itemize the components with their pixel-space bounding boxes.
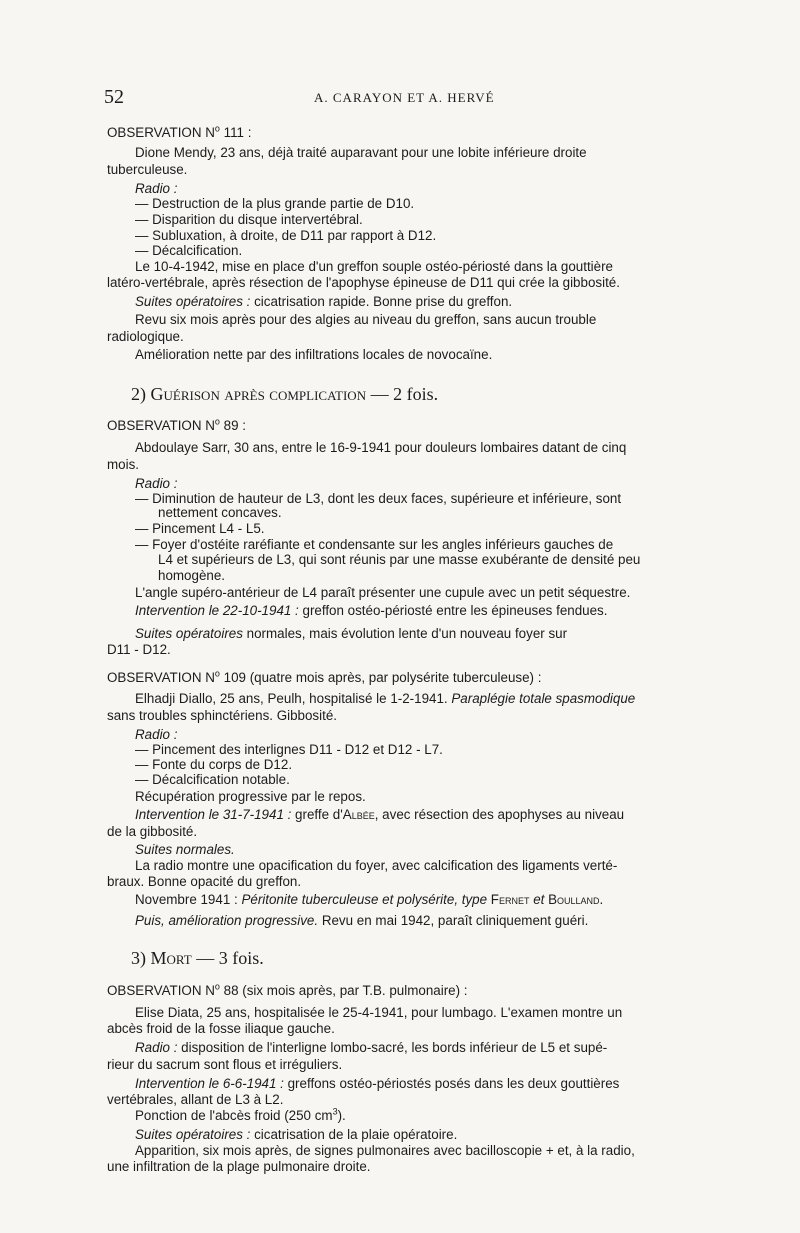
obs88-title: OBSERVATION $N^o$ 88 (six mois après, par T.B. pulmonaire) : [107,981,468,998]
obs88-line: abcès froid de la fosse iliaque gauche. [107,1021,335,1036]
obs109-line: sans troubles sphinctériens. Gibbosité. [107,708,337,723]
obs111-bullet: — Destruction de la plus grande partie de D10. [135,196,415,211]
obs89-bullet: — Diminution de hauteur de L3, dont les deux faces, supérieure et inférieure, sont [135,491,622,506]
obs109-november: Novembre 1941 : Péritonite tuberculeuse et polysérite, type Fernet et Boulland. [135,892,604,907]
obs109-outcome: Puis, amélioration progressive. Revu en mai 1942, paraît cliniquement guéri. [135,913,589,928]
obs88-intervention: Intervention le 6-6-1941 : greffons ostéo-périostés posés dans les deux gouttières [135,1076,620,1091]
obs111-suites: Suites opératoires : cicatrisation rapide. Bonne prise du greffon. [135,294,513,309]
obs111-paragraph: Revu six mois après pour des algies au niveau du greffon, sans aucun trouble [135,312,597,327]
obs89-title: OBSERVATION $N^o$ 89 : [107,416,246,433]
obs88-intervention: vertébrales, allant de L3 à L2. [107,1092,284,1107]
obs89-paragraph: L'angle supéro-antérieur de L4 paraît présenter une cupule avec un petit séquestre. [135,585,631,600]
obs89-suites: Suites opératoires normales, mais évolution lente d'un nouveau foyer sur [135,626,568,641]
obs111-radio-label: Radio : [135,181,178,196]
obs89-line: Abdoulaye Sarr, 30 ans, entre le 16-9-1941 pour douleurs lombaires datant de cinq [135,440,627,455]
obs109-intervention: de la gibbosité. [107,824,198,839]
obs89-radio-label: Radio : [135,476,178,491]
obs109-line: Elhadji Diallo, 25 ans, Peulh, hospitalisé le 1-2-1941. Paraplégie totale spasmodique [135,691,636,706]
obs111-bullet: — Subluxation, à droite, de D11 par rapport à D12. [135,228,437,243]
obs111-line: tuberculeuse. [107,162,188,177]
obs88-suites: Suites opératoires : cicatrisation de la plaie opératoire. [135,1127,458,1142]
running-title: A. CARAYON ET A. HERVÉ [314,90,495,105]
obs89-bullet: — Pincement L4 - L5. [135,521,265,536]
obs88-paragraph: une infiltration de la plage pulmonaire droite. [107,1159,371,1174]
obs111-title: OBSERVATION $N^o$ 111 : [107,123,252,140]
obs89-bullet: homogène. [158,568,226,583]
obs111-bullet: — Disparition du disque intervertébral. [135,212,363,227]
obs89-intervention: Intervention le 22-10-1941 : greffon ostéo-périosté entre les épineuses fendues. [135,603,608,618]
obs88-line: Elise Diata, 25 ans, hospitalisée le 25-4-1941, pour lumbago. L'examen montre un [135,1005,623,1020]
page-number: 52 [104,86,124,108]
obs89-bullet: — Foyer d'ostéite raréfiante et condensante sur les angles inférieurs gauches de [135,537,614,552]
obs109-title: OBSERVATION $N^o$ 109 (quatre mois après, par polysérite tuberculeuse) : [107,668,542,685]
obs89-bullet: nettement concaves. [158,505,282,520]
obs88-radio: Radio : disposition de l'interligne lombo-sacré, les bords inférieur de L5 et supé- [135,1040,608,1055]
obs109-paragraph: Récupération progressive par le repos. [135,789,366,804]
obs109-bullet: — Décalcification notable. [135,772,290,787]
obs111-paragraph: Le 10-4-1942, mise en place d'un greffon souple ostéo-périosté dans la gouttière [135,259,613,274]
obs88-radio: rieur du sacrum sont flous et irréguliers. [107,1057,343,1072]
obs109-radio-label: Radio : [135,727,178,742]
obs89-bullet: L4 et supérieurs de L3, qui sont réunis par une masse exubérante de densité peu [158,552,641,567]
obs109-intervention: Intervention le 31-7-1941 : greffe d'Albée, avec résection des apophyses au niveau [135,807,625,822]
obs88-ponction: Ponction de l'abcès froid (250 $cm^3$). [135,1106,346,1123]
obs109-bullet: — Fonte du corps de D12. [135,757,293,772]
obs109-bullet: — Pincement des interlignes D11 - D12 et D12 - L7. [135,742,443,757]
obs111-bullet: — Décalcification. [135,243,243,258]
obs89-suites: D11 - D12. [107,642,171,657]
obs109-paragraph: La radio montre une opacification du foyer, avec calcification des ligaments verté- [135,858,618,873]
obs109-paragraph: braux. Bonne opacité du greffon. [107,874,302,889]
obs109-suites: Suites normales. [135,842,235,857]
obs111-paragraph: latéro-vertébrale, après résection de l'apophyse épineuse de D11 qui crée la gibbosité. [107,275,620,290]
obs89-line: mois. [107,457,139,472]
obs111-paragraph: radiologique. [107,329,184,344]
obs111-paragraph: Amélioration nette par des infiltrations locales de novocaïne. [135,347,493,362]
obs88-paragraph: Apparition, six mois après, de signes pulmonaires avec bacilloscopie + et, à la radio, [135,1143,635,1158]
section-heading-3: 3) Mort — 3 fois. [131,948,264,968]
obs111-line: Dione Mendy, 23 ans, déjà traité auparavant pour une lobite inférieure droite [135,145,587,160]
section-heading-2: 2) Guérison après complication — 2 fois. [131,384,439,404]
